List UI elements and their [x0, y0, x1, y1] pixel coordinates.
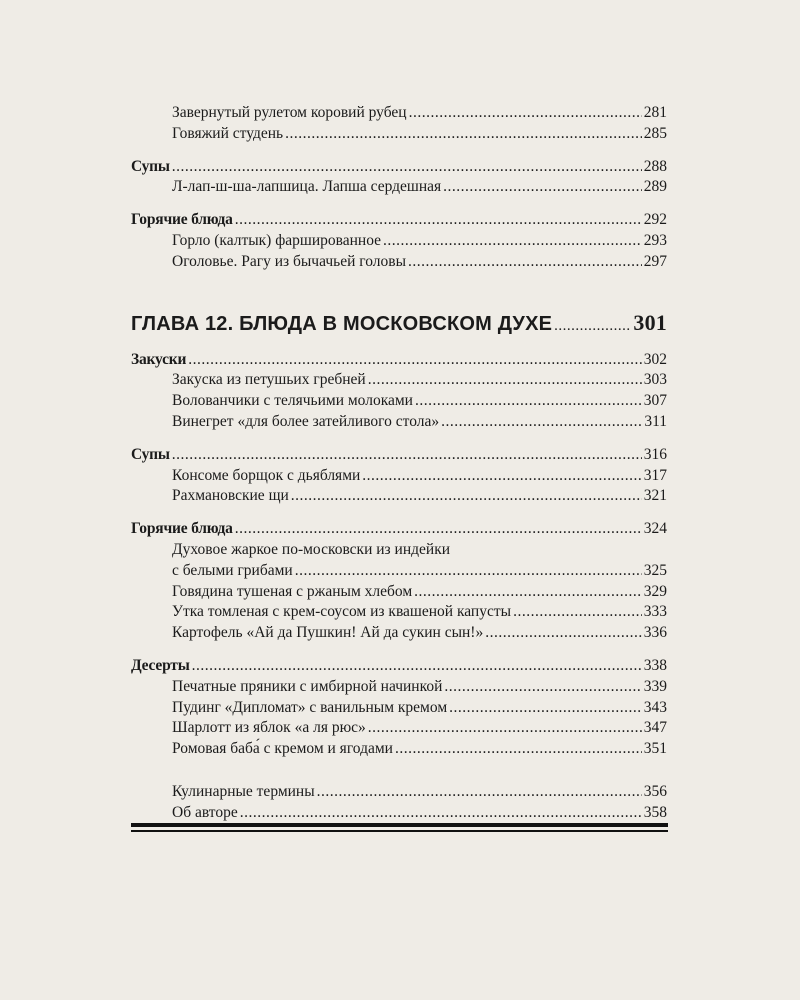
entry-title: Винегрет «для более затейливого стола» [172, 412, 440, 430]
leader-dots [235, 519, 642, 540]
entry-page-number: 324 [643, 520, 667, 538]
leader-dots [240, 803, 642, 824]
entry-page-number: 358 [643, 803, 667, 821]
toc-entry [131, 486, 667, 507]
entry-title: Волованчики с телячьими молоками [172, 392, 413, 410]
leader-dots [441, 412, 642, 433]
entry-page-number: 288 [643, 157, 667, 175]
chapter-page-number: 301 [633, 309, 667, 335]
entry-title: с белыми грибами [172, 561, 293, 579]
toc-entry [131, 782, 667, 803]
entry-page-number: 316 [643, 445, 667, 463]
toc-entry [131, 623, 667, 644]
leader-dots [513, 602, 642, 623]
leader-dots [485, 623, 642, 644]
toc-entry [131, 177, 667, 198]
bottom-rule [131, 823, 668, 832]
leader-dots [554, 311, 631, 341]
leader-dots [443, 177, 642, 198]
toc-entry [131, 370, 667, 391]
entry-title: Кулинарные термины [172, 782, 315, 800]
spacer [131, 760, 667, 782]
entry-title: Горячие блюда [131, 520, 233, 538]
entry-page-number: 336 [643, 624, 667, 642]
entry-title: Рахмановские щи [172, 487, 289, 505]
leader-dots [444, 677, 641, 698]
toc-entry [131, 412, 667, 433]
entry-page-number: 338 [643, 656, 667, 674]
toc-section-entry [131, 350, 667, 371]
toc-entry [131, 252, 667, 273]
leader-dots [172, 157, 642, 178]
entry-title: Ромовая баба́ с кремом и ягодами [172, 740, 393, 758]
entry-page-number: 281 [643, 104, 667, 121]
leader-dots [317, 782, 642, 803]
toc-entry [131, 582, 667, 603]
spacer [131, 198, 667, 210]
entry-page-number: 292 [643, 211, 667, 229]
toc-block-previous-chapter [131, 103, 667, 273]
entry-title: Завернутый рулетом коровий рубец [172, 104, 407, 121]
entry-page-number: 289 [643, 178, 667, 196]
spacer [131, 507, 667, 519]
leader-dots [362, 466, 641, 487]
toc-section-entry [131, 157, 667, 178]
toc-entry [131, 391, 667, 412]
leader-dots [285, 124, 642, 145]
entry-page-number: 302 [643, 350, 667, 368]
toc-entry [131, 698, 667, 719]
toc-entry [131, 739, 667, 760]
entry-title: Консоме борщок с дьяблями [172, 466, 361, 484]
entry-page-number: 321 [643, 487, 667, 505]
leader-dots [291, 486, 642, 507]
spacer [131, 273, 667, 308]
entry-title: Шарлотт из яблок «а ля рюс» [172, 719, 366, 737]
spacer [131, 433, 667, 445]
entry-title: Горячие блюда [131, 211, 233, 229]
toc-entry [131, 718, 667, 739]
entry-title: Супы [131, 157, 170, 175]
table-of-contents [131, 103, 667, 824]
leader-dots [383, 231, 642, 252]
toc-section-entry [131, 656, 667, 677]
entry-page-number: 303 [643, 371, 667, 389]
entry-page-number: 343 [643, 698, 667, 716]
toc-section-entry [131, 210, 667, 231]
entry-page-number: 307 [643, 392, 667, 410]
entry-title: Десерты [131, 656, 190, 674]
entry-title: Картофель «Ай да Пушкин! Ай да сукин сын!» [172, 624, 484, 642]
entry-page-number: 339 [643, 677, 667, 695]
toc-entry [131, 231, 667, 252]
entry-title: Оголовье. Рагу из бычачьей головы [172, 252, 406, 270]
leader-dots [235, 210, 642, 231]
leader-dots [415, 391, 642, 412]
toc-section-entry [131, 519, 667, 540]
entry-page-number: 347 [643, 719, 667, 737]
toc-entry [131, 803, 667, 824]
leader-dots [395, 739, 642, 760]
toc-block-chapter-12 [131, 350, 667, 824]
leader-dots [172, 445, 642, 466]
entry-page-number: 333 [643, 603, 667, 621]
leader-dots [449, 698, 642, 719]
leader-dots [368, 370, 642, 391]
rule-thick [131, 823, 668, 827]
toc-entry [131, 561, 667, 582]
entry-page-number: 311 [644, 412, 667, 430]
entry-title: Пудинг «Дипломат» с ванильным кремом [172, 698, 448, 716]
rule-thin [131, 830, 668, 832]
entry-page-number: 356 [643, 782, 667, 800]
entry-title: Закуска из петушьих гребней [172, 371, 366, 389]
leader-dots [409, 103, 642, 124]
entry-title: Говядина тушеная с ржаным хлебом [172, 582, 413, 600]
entry-title: Л-лап-ш-ша-лапшица. Лапша сердешная [172, 178, 442, 196]
toc-entry [131, 677, 667, 698]
entry-page-number: 329 [643, 582, 667, 600]
toc-entry [131, 602, 667, 623]
leader-dots [408, 252, 642, 273]
leader-dots [414, 582, 642, 603]
toc-entry [131, 124, 667, 145]
spacer [131, 145, 667, 157]
leader-dots [192, 656, 642, 677]
entry-title: Об авторе [172, 803, 238, 821]
leader-dots [295, 561, 642, 582]
entry-title: Закуски [131, 350, 187, 368]
entry-page-number: 351 [643, 740, 667, 758]
entry-page-number: 317 [643, 466, 667, 484]
leader-dots [368, 718, 642, 739]
entry-page-number: 325 [643, 561, 667, 579]
spacer [131, 644, 667, 656]
chapter-heading [131, 308, 667, 338]
entry-title: Печатные пряники с имбирной начинкой [172, 677, 443, 695]
entry-page-number: 285 [643, 124, 667, 142]
entry-title: Утка томленая с крем-соусом из квашеной капусты [172, 603, 512, 621]
entry-page-number: 297 [643, 252, 667, 270]
toc-entry [131, 540, 667, 561]
entry-title: Говяжий студень [172, 124, 284, 142]
entry-title: Супы [131, 445, 170, 463]
entry-title: Духовое жаркое по-московски из индейки [172, 540, 451, 558]
toc-section-entry [131, 445, 667, 466]
toc-entry [131, 103, 667, 124]
entry-title: Горло (калтык) фаршированное [172, 231, 382, 249]
entry-page-number: 293 [643, 231, 667, 249]
leader-dots [188, 350, 641, 371]
toc-entry [131, 466, 667, 487]
chapter-title: ГЛАВА 12. БЛЮДА В МОСКОВСКОМ ДУХЕ [131, 312, 553, 335]
